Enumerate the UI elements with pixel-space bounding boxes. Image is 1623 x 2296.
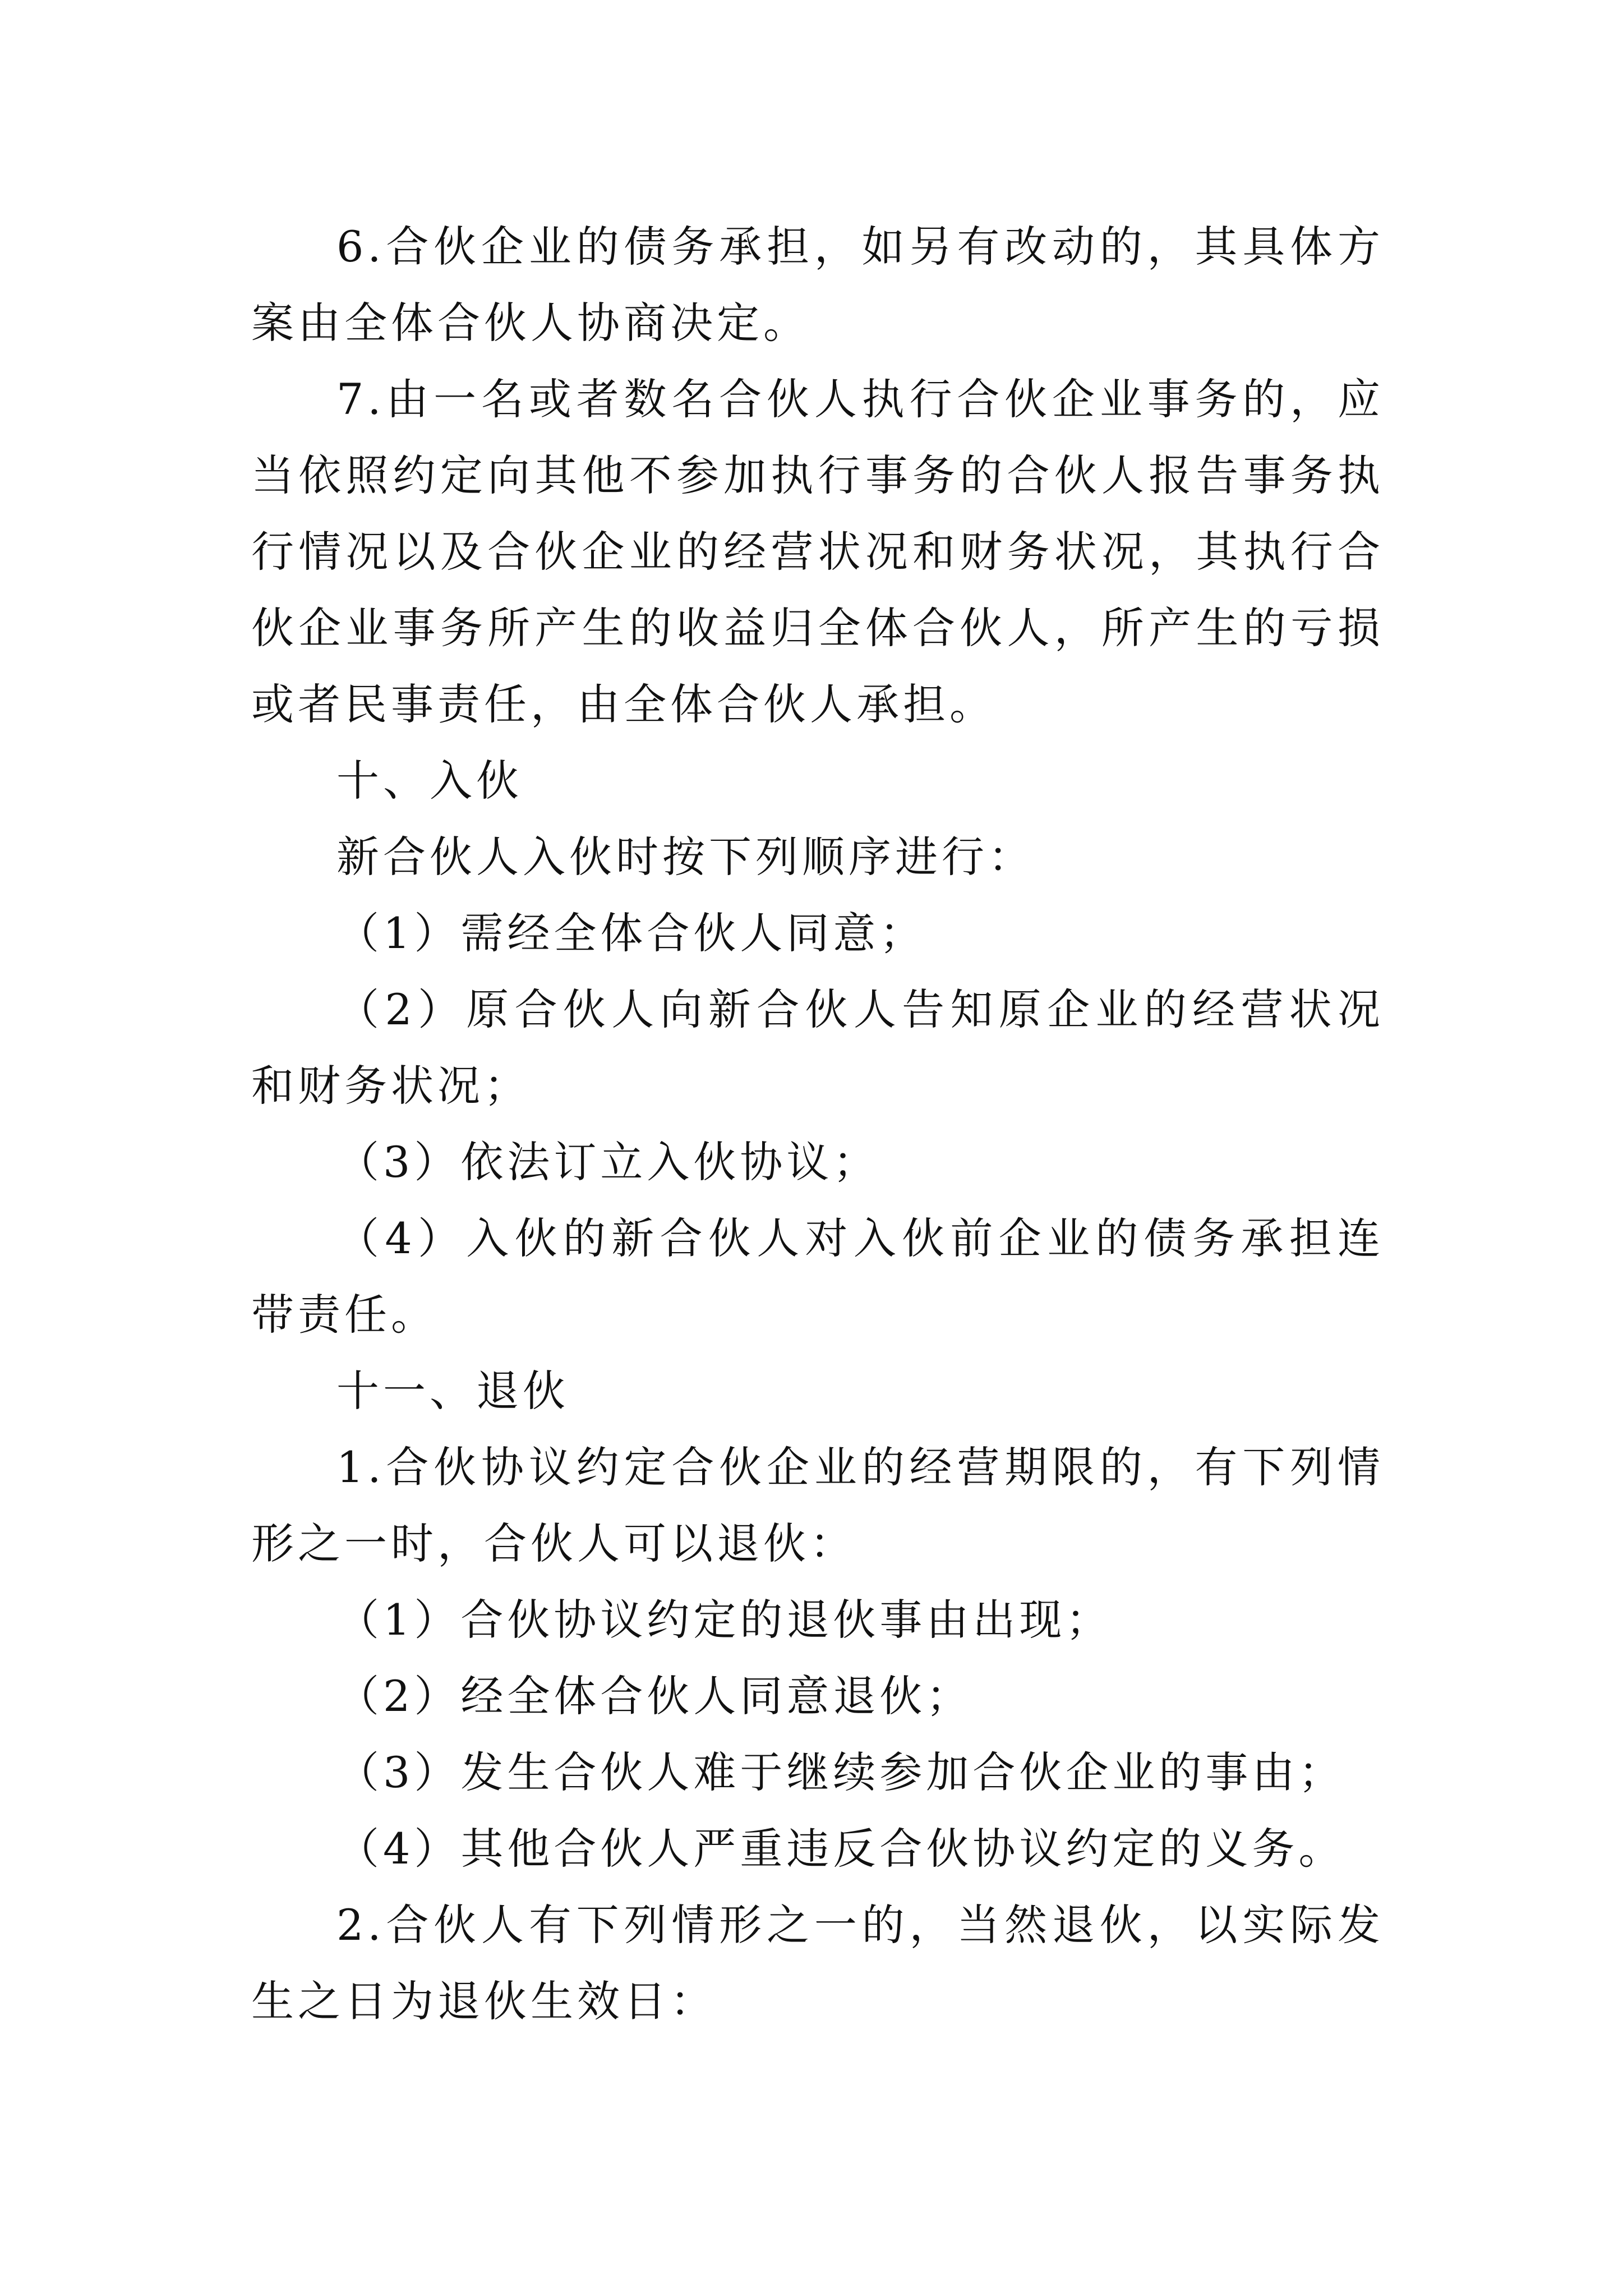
paragraph-withdrawal-conditions: 1.合伙协议约定合伙企业的经营期限的，有下列情形之一时，合伙人可以退伙： bbox=[251, 1442, 1384, 1568]
list-item-withdrawal-2: （2）经全体合伙人同意退伙； bbox=[336, 1671, 973, 1721]
document-page bbox=[251, 209, 1384, 2040]
paragraph-automatic-withdrawal: 2.合伙人有下列情形之一的，当然退伙，以实际发生之日为退伙生效日： bbox=[251, 1900, 1384, 2026]
list-item-admission-4: （4）入伙的新合伙人对入伙前企业的债务承担连带责任。 bbox=[251, 1213, 1384, 1340]
list-item-withdrawal-3: （3）发生合伙人难于继续参加合伙企业的事由； bbox=[336, 1747, 1345, 1797]
paragraph-admission-order: 新合伙人入伙时按下列顺序进行： bbox=[336, 832, 1035, 882]
list-item-withdrawal-1: （1）合伙协议约定的退伙事由出现； bbox=[336, 1595, 1113, 1645]
list-item-admission-2: （2）原合伙人向新合伙人告知原企业的经营状况和财务状况； bbox=[251, 984, 1384, 1111]
list-item-withdrawal-4: （4）其他合伙人严重违反合伙协议约定的义务。 bbox=[336, 1824, 1345, 1874]
list-item-admission-1: （1）需经全体合伙人同意； bbox=[336, 908, 926, 958]
section-heading-admission: 十、入伙 bbox=[336, 756, 523, 806]
section-heading-withdrawal: 十一、退伙 bbox=[336, 1366, 569, 1416]
paragraph-debt-bearing: 6.合伙企业的债务承担，如另有改动的，其具体方案由全体合伙人协商决定。 bbox=[251, 222, 1384, 348]
list-item-admission-3: （3）依法订立入伙协议； bbox=[336, 1137, 880, 1187]
paragraph-executing-partner: 7.由一名或者数名合伙人执行合伙企业事务的，应当依照约定向其他不参加执行事务的合伙人报告事务执行情况以及合伙企业的经营状况和财务状况，其执行合伙企业事务所产生的收益归全体合伙人，所产生的亏损或者民事责任，由全体合伙人承担。 bbox=[251, 374, 1384, 729]
